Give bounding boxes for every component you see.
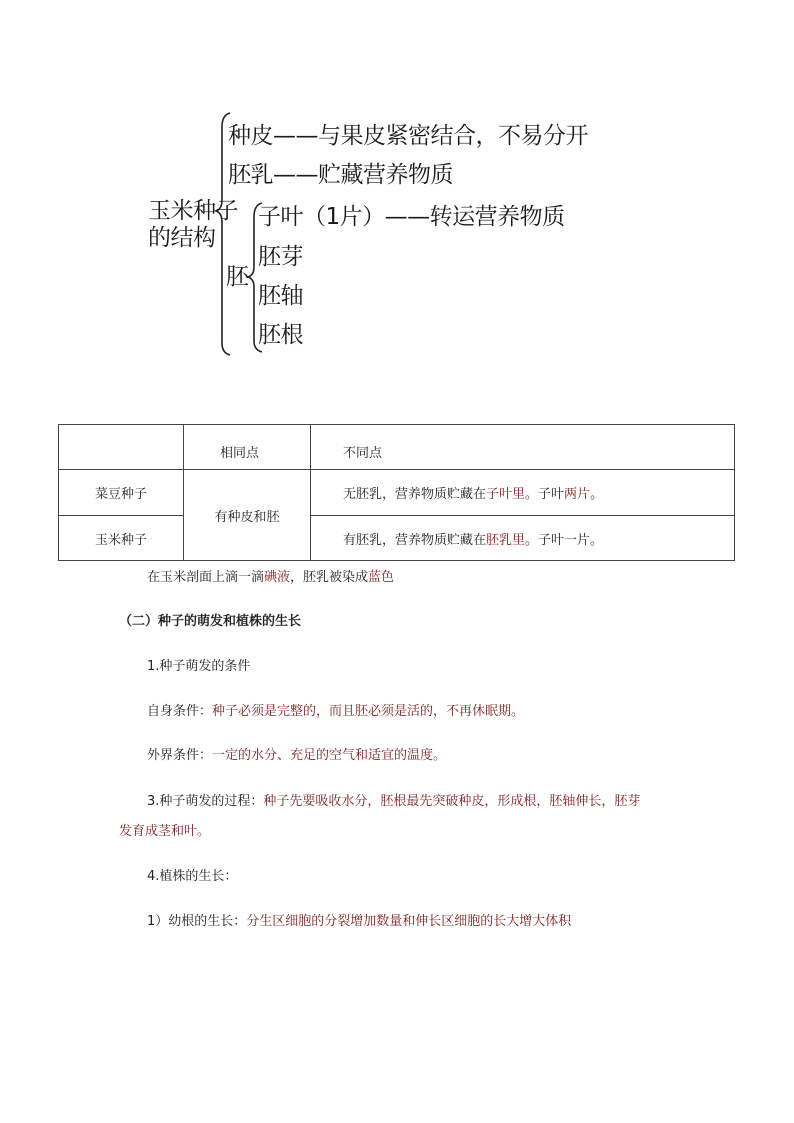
paragraph-plant-growth: 4.植株的生长： xyxy=(147,869,238,884)
paragraph-germination-process-cont: 发育成茎和叶。 xyxy=(119,824,211,839)
section-title: （二）种子的萌发和植株的生长 xyxy=(119,614,302,629)
diagram-item-seed-coat: 种皮——与果皮紧密结合，不易分开 xyxy=(228,123,588,149)
table-cell-diff: 无胚乳，营养物质贮藏在子叶里。子叶两片。 xyxy=(311,470,735,516)
table-row xyxy=(59,470,735,516)
table-cell-seed-name: 菜豆种子 xyxy=(59,470,184,516)
outer-brace xyxy=(216,113,230,355)
paragraph-root-growth: 1）幼根的生长：分生区细胞的分裂增加数量和伸长区细胞的长大增大体积 xyxy=(147,914,572,929)
table-cell-diff: 有胚乳，营养物质贮藏在胚乳里。子叶一片。 xyxy=(311,516,735,561)
seed-comparison-table xyxy=(58,424,735,561)
iodine-note: 在玉米剖面上滴一滴碘液，胚乳被染成蓝色 xyxy=(147,570,395,585)
table-header-cell xyxy=(59,425,184,470)
table-row xyxy=(59,516,735,561)
diagram-embryo-hypocotyl: 胚轴 xyxy=(258,283,303,309)
table-header-cell: 不同点 xyxy=(311,425,735,470)
table-cell-seed-name: 玉米种子 xyxy=(59,516,184,561)
table-header-row xyxy=(59,425,735,470)
diagram-embryo-label: 胚 xyxy=(226,264,249,290)
paragraph-germination-process: 3.种子萌发的过程：种子先要吸收水分，胚根最先突破种皮，形成根，胚轴伸长，胚芽 xyxy=(147,794,641,809)
table-header-cell: 相同点 xyxy=(184,425,311,470)
diagram-embryo-cotyledon: 子叶（1片）——转运营养物质 xyxy=(258,204,565,230)
diagram-root-label-line1: 玉米种子 xyxy=(148,198,238,224)
diagram-embryo-radicle: 胚根 xyxy=(258,322,303,348)
diagram-embryo-plumule: 胚芽 xyxy=(258,244,303,270)
paragraph-internal-conditions: 自身条件：种子必须是完整的，而且胚必须是活的，不再休眠期。 xyxy=(147,704,525,719)
diagram-root-label-line2: 的结构 xyxy=(148,225,216,251)
paragraph-external-conditions: 外界条件：一定的水分、充足的空气和适宜的温度。 xyxy=(147,748,447,763)
paragraph-germination-conditions: 1.种子萌发的条件 xyxy=(147,659,251,674)
corn-seed-structure-diagram xyxy=(140,105,588,365)
diagram-item-endosperm: 胚乳——贮藏营养物质 xyxy=(228,162,453,188)
table-cell-same: 有种皮和胚 xyxy=(184,470,311,561)
